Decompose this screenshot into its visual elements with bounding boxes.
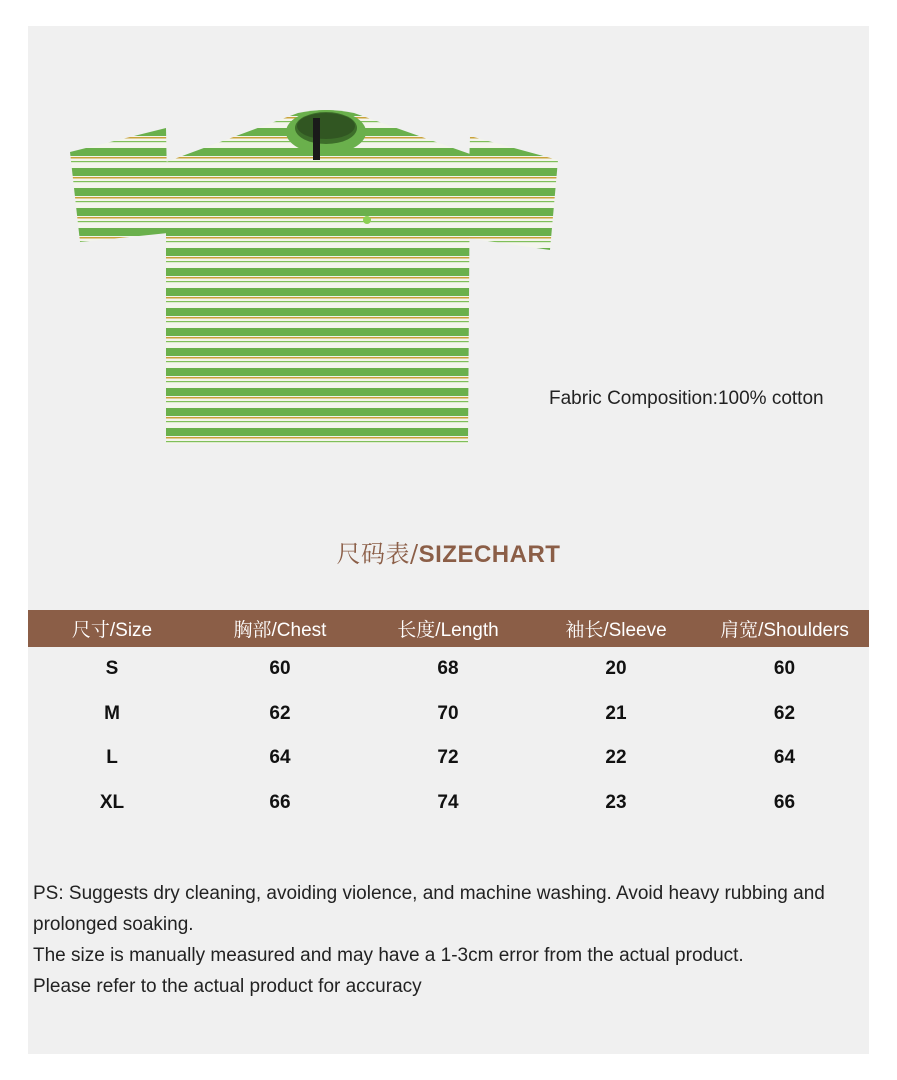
header-sleeve: 袖长/Sleeve: [565, 620, 667, 641]
size-table-header: [28, 610, 869, 647]
cell-size: XL: [99, 791, 125, 813]
cell-shoulders: 64: [773, 747, 796, 769]
cell-sleeve: 20: [605, 658, 627, 680]
cell-shoulders: 66: [773, 791, 796, 813]
size-table: [28, 610, 869, 825]
header-chest: 胸部/Chest: [233, 620, 327, 641]
cell-length: 70: [437, 702, 459, 724]
size-chart-title-zh: 尺码表/: [336, 540, 419, 568]
header-shoulders: 肩宽/Shoulders: [720, 620, 849, 641]
cell-chest: 64: [269, 747, 291, 769]
green-striped-tshirt-image: [70, 108, 562, 444]
accuracy-note-line: Please refer to the actual product for accuracy: [33, 976, 422, 997]
cell-sleeve: 21: [605, 702, 627, 724]
cell-size: S: [105, 658, 119, 680]
cell-chest: 66: [269, 791, 291, 813]
cell-length: 72: [437, 747, 459, 769]
fabric-composition: Fabric Composition:100% cotton: [549, 388, 824, 409]
size-chart-title: [28, 534, 869, 569]
header-size: 尺寸/Size: [71, 620, 153, 641]
size-note-line: The size is manually measured and may have a 1-3cm error from the actual product.: [33, 945, 744, 966]
cell-sleeve: 23: [605, 791, 627, 813]
cell-chest: 60: [269, 658, 291, 680]
cell-length: 68: [437, 658, 459, 680]
table-row: [28, 647, 869, 692]
cell-length: 74: [437, 791, 459, 813]
cell-size: M: [104, 702, 120, 724]
care-note-line: PS: Suggests dry cleaning, avoiding violence, and machine washing. Avoid heavy rubbing and prolonged soaking.: [33, 883, 825, 935]
size-chart-title-en: SIZECHART: [418, 541, 561, 568]
care-notes: [33, 878, 863, 1002]
cell-shoulders: 62: [773, 702, 796, 724]
cell-size: L: [106, 747, 118, 769]
cell-chest: 62: [269, 702, 291, 724]
header-length: 长度/Length: [397, 620, 499, 641]
cell-sleeve: 22: [605, 747, 627, 769]
product-info-panel: [28, 26, 869, 1054]
table-row: [28, 781, 869, 826]
table-row: [28, 736, 869, 781]
cell-shoulders: 60: [773, 658, 796, 680]
table-row: [28, 692, 869, 737]
